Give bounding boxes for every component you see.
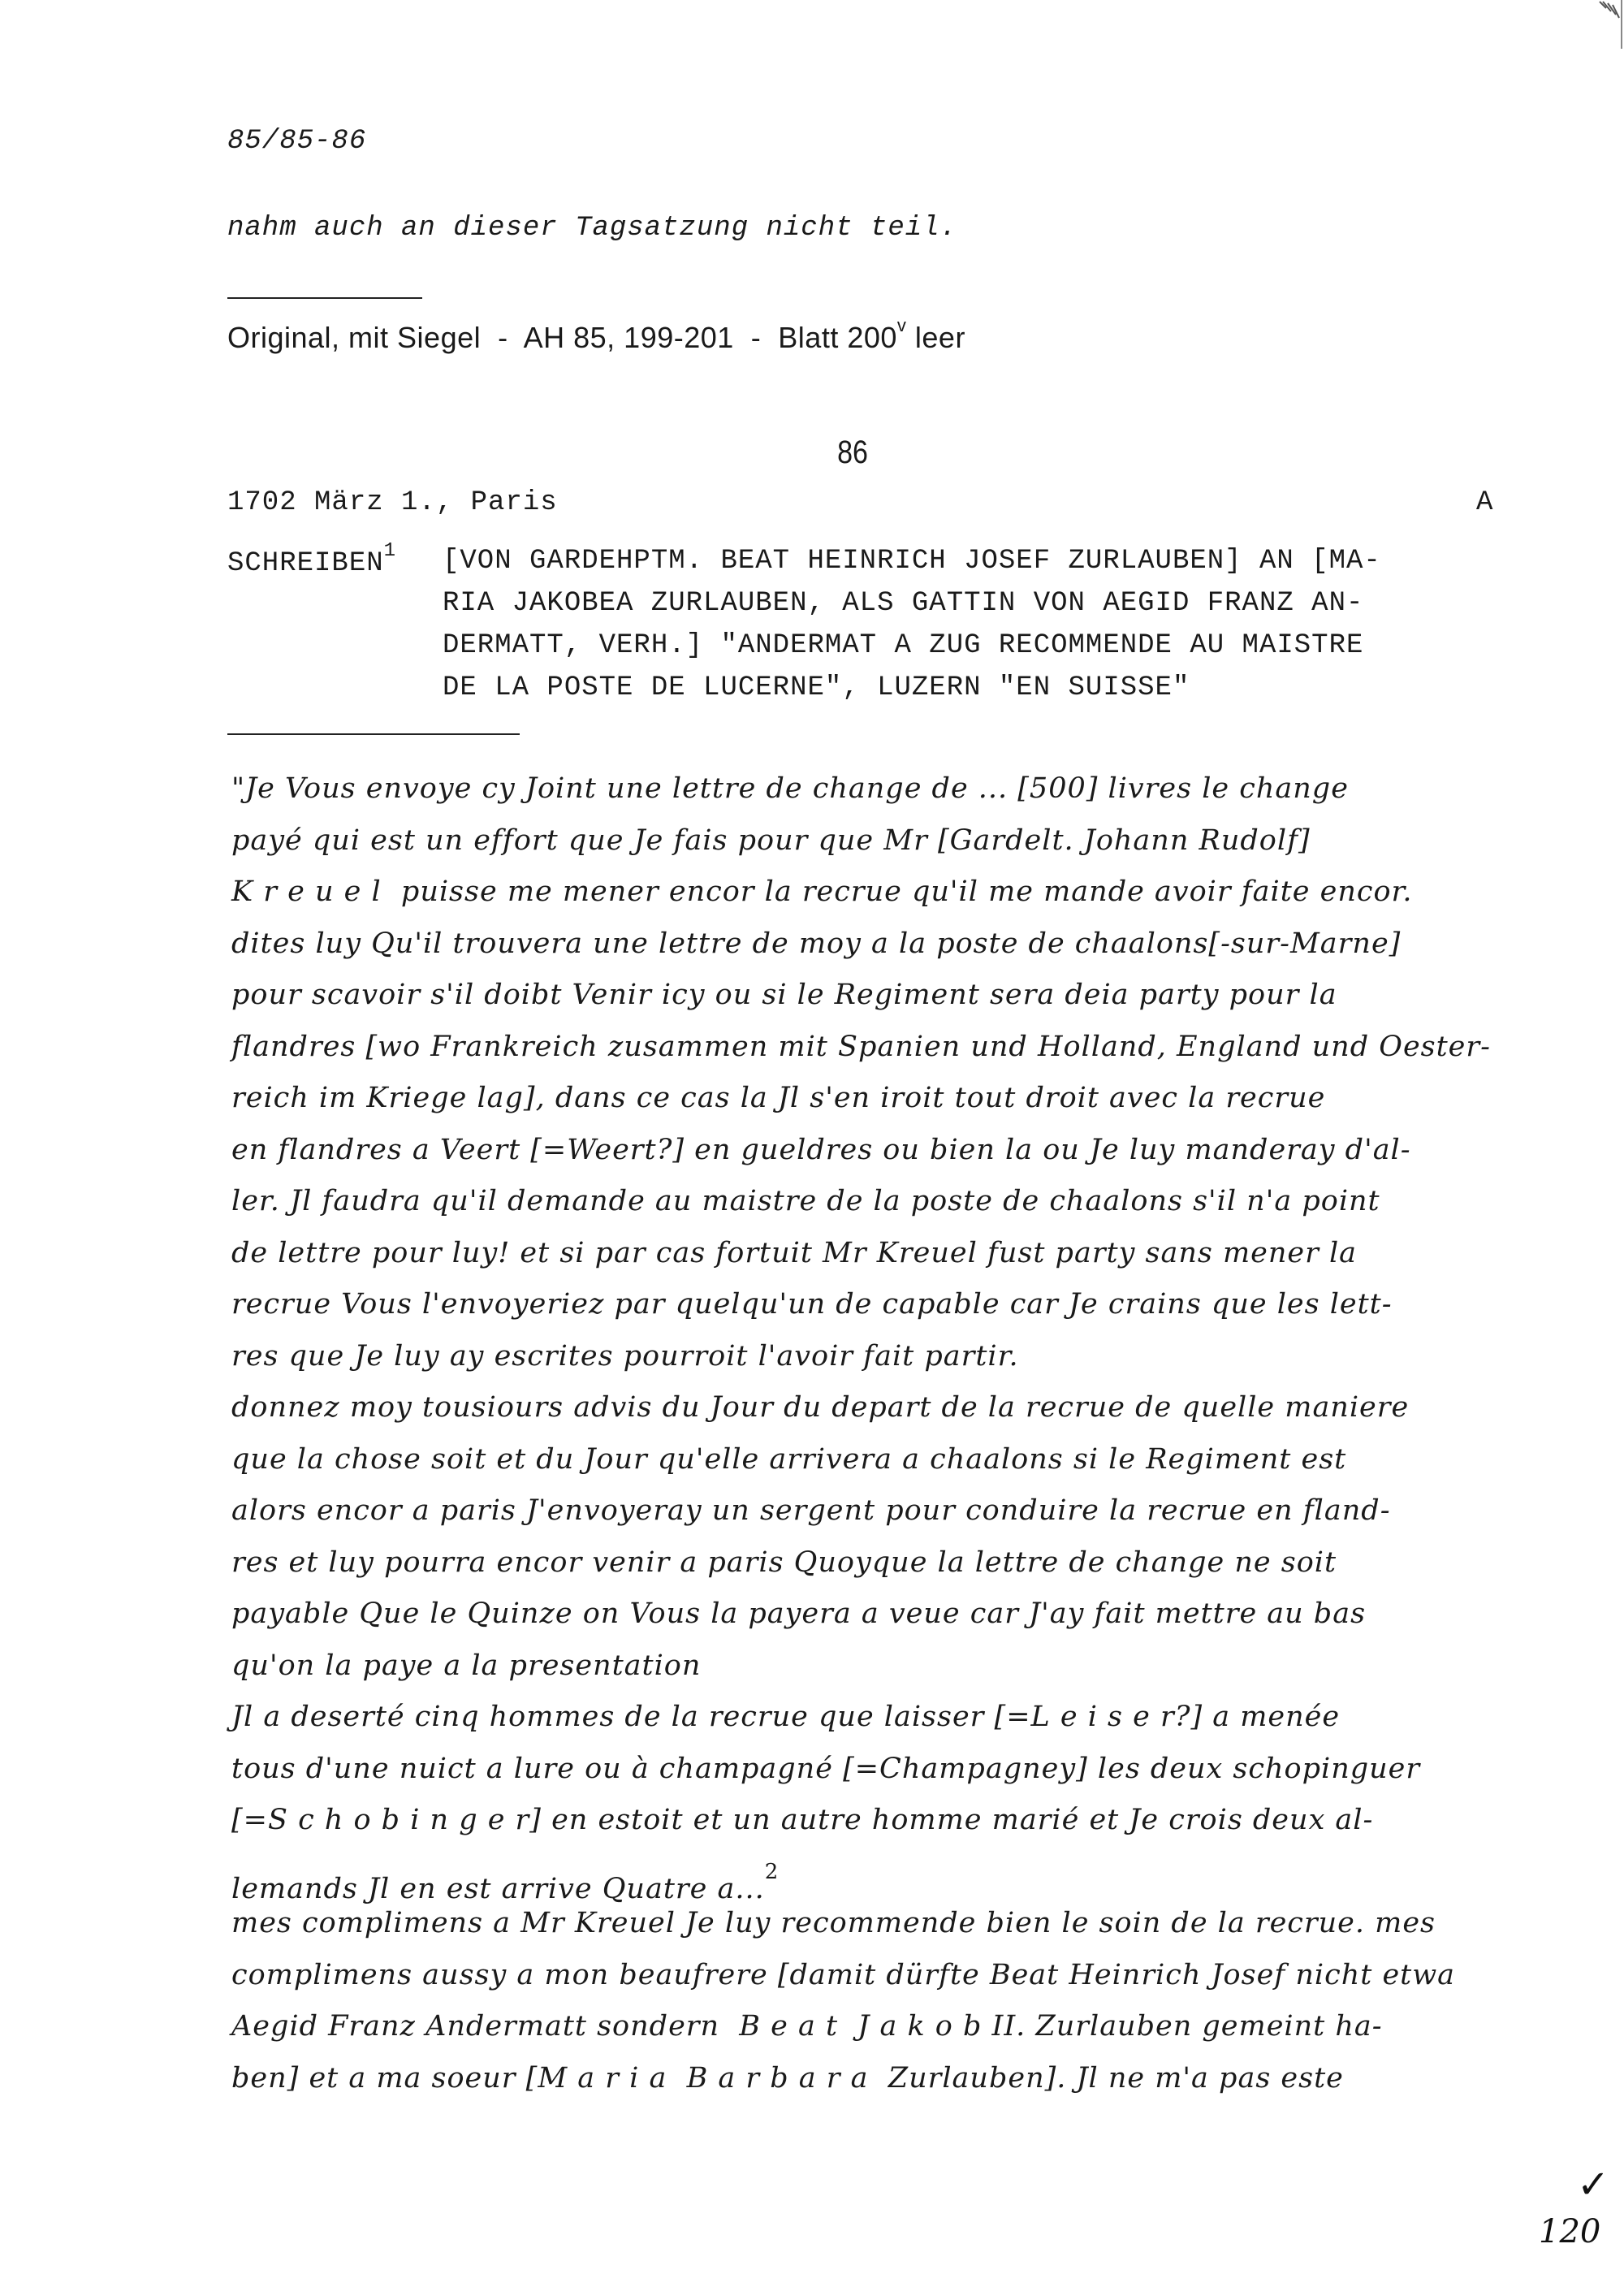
text-line: flandres [wo Frankreich zusammen mit Spanien und Holland, England und Oester- (231, 1030, 1491, 1063)
document-marker: A (1476, 487, 1493, 518)
heading-label-text: SCHREIBEN (227, 548, 384, 579)
text-line: tous d'une nuict a lure ou à champagné [=Champagney] les deux schopinguer (231, 1752, 1421, 1785)
folio-number: 120 (1539, 2213, 1601, 2250)
footnote-ref-2: 2 (764, 1859, 780, 1884)
date-place: 1702 März 1., Paris (227, 487, 558, 518)
heading-regest (443, 540, 1522, 709)
text-line: donnez moy tousiours advis du Jour du depart de la recrue de quelle maniere (231, 1391, 1410, 1424)
checkmark-icon: ✓ (1577, 2162, 1610, 2207)
page-reference: 85/85-86 (227, 126, 367, 157)
text-line: Jl a deserté cinq hommes de la recrue que laisser [=L e i s e r?] a menée (231, 1701, 1341, 1733)
letter-text (231, 763, 1531, 2104)
text-line: [=S c h o b i n g e r] en estoit et un autre homme marié et Je crois deux al- (231, 1804, 1374, 1836)
text-line: recrue Vous l'envoyeriez par quelqu'un de capable car Je crains que les lett- (231, 1288, 1393, 1321)
text-line: dites luy Qu'il trouvera une lettre de moy a la poste de chaalons[-sur-Marne] (231, 927, 1402, 960)
text-line (231, 1847, 1531, 1905)
document-number: 86 (837, 434, 868, 470)
text-line: complimens aussy a mon beaufrere [damit dürfte Beat Heinrich Josef nicht etwa (231, 1958, 1456, 1991)
text-line: ben] et a ma soeur [M a r i a B a r b a r a Zurlauben]. Jl ne m'a pas este (231, 2061, 1344, 2095)
text-line-content: lemands Jl en est arrive Quatre a... (231, 1872, 765, 1905)
heading-label (227, 540, 396, 579)
text-line: que la chose soit et du Jour qu'elle arrivera a chaalons si le Regiment est (231, 1442, 1347, 1476)
text-line: en flandres a Veert [=Weert?] en gueldres ou bien la ou Je luy manderay d'al- (231, 1133, 1411, 1166)
text-line: de lettre pour luy! et si par cas fortuit Mr Kreuel fust party sans mener la (231, 1236, 1358, 1269)
text-line: "Je Vous envoye cy Joint une lettre de change de ... [500] livres le change (231, 772, 1349, 805)
text-line: pour scavoir s'il doibt Venir icy ou si le Regiment sera deia party pour la (231, 979, 1337, 1011)
heading-line: RIA JAKOBEA ZURLAUBEN, ALS GATTIN VON AEGID FRANZ AN- (443, 588, 1364, 619)
text-line: res que Je luy ay escrites pourroit l'avoir fait partir. (231, 1339, 1019, 1373)
text-line: res et luy pourra encor venir a paris Quoyque la lettre de change ne soit (231, 1546, 1337, 1579)
text-line: payable Que le Quinze on Vous la payera a veue car J'ay fait mettre au bas (231, 1597, 1367, 1630)
text-line: alors encor a paris J'envoyeray un sergent pour conduire la recrue en fland- (231, 1494, 1391, 1527)
separator-rule (227, 733, 520, 735)
original-note (227, 315, 965, 355)
footnote-ref-1: 1 (383, 540, 397, 562)
page-corner-icon (1595, 0, 1624, 49)
verso-superscript: v (896, 315, 907, 335)
text-line: Aegid Franz Andermatt sondern B e a t J a k o b II. Zurlauben gemeint ha- (231, 2010, 1383, 2043)
heading-line: DERMATT, VERH.] "ANDERMAT A ZUG RECOMMENDE AU MAISTRE (443, 630, 1364, 661)
text-line: qu'on la paye a la presentation (231, 1649, 702, 1682)
text-line: reich im Kriege lag], dans ce cas la Jl s'en iroit tout droit avec la recrue (231, 1082, 1326, 1114)
original-note-tail: leer (906, 321, 965, 354)
text-line: payé qui est un effort que Je fais pour que Mr [Gardelt. Johann Rudolf] (231, 824, 1311, 857)
text-line: K r e u e l puisse me mener encor la recrue qu'il me mande avoir faite encor. (231, 875, 1413, 908)
continuation-line: nahm auch an dieser Tagsatzung nicht teil. (227, 213, 957, 244)
heading-line: DE LA POSTE DE LUCERNE", LUZERN "EN SUISSE" (443, 672, 1190, 703)
heading-line: [VON GARDEHPTM. BEAT HEINRICH JOSEF ZURLAUBEN] AN [MA- (443, 546, 1381, 577)
text-line: ler. Jl faudra qu'il demande au maistre de la poste de chaalons s'il n'a point (231, 1185, 1380, 1217)
separator-rule (227, 297, 422, 299)
original-note-text: Original, mit Siegel - AH 85, 199-201 - Blatt 200 (227, 321, 897, 354)
text-line: mes complimens a Mr Kreuel Je luy recommende bien le soin de la recrue. mes (231, 1907, 1436, 1939)
